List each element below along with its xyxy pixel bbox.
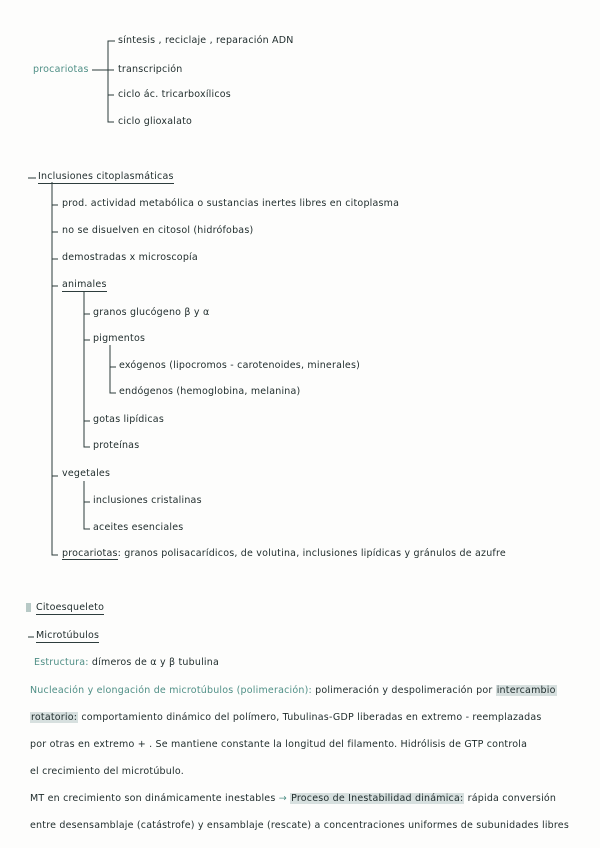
estructura-text: dímeros de α y β tubulina [88, 657, 219, 668]
arrow-icon: → [278, 793, 287, 804]
procariotas-item-3: ciclo ác. tricarboxílicos [118, 89, 231, 100]
pigmentos-exogenos: exógenos (lipocromos - carotenoides, minerales) [119, 360, 361, 371]
line5-text: el crecimiento del microtúbulo. [30, 766, 184, 777]
procariotas-item-4: ciclo glioxalato [118, 116, 193, 127]
bullet-square [26, 603, 31, 612]
rotatorio-line [30, 712, 542, 724]
inclusiones-title: Inclusiones citoplasmáticas [38, 171, 174, 182]
line6a-text: MT en crecimiento son dinámicamente inestables [30, 793, 276, 804]
animales-label: animales [62, 279, 107, 290]
vegetales-item-2: aceites esenciales [93, 522, 184, 533]
procariotas-item-1: síntesis , reciclaje , reparación ADN [118, 35, 294, 46]
proteinas: proteínas [93, 440, 140, 451]
line4-text: por otras en extremo + . Se mantiene constante la longitud del filamento. Hidrólisis de GTP controla [30, 739, 528, 750]
inclusiones-item-3: demostradas x microscopía [62, 252, 198, 263]
granos-glucogeno: granos glucógeno β y α [93, 307, 210, 318]
microtubulos-title: Microtúbulos [36, 630, 100, 641]
nucleacion-label: Nucleación y elongación de microtúbulos (polimeración): [30, 685, 312, 696]
inclusiones-item-1: prod. actividad metabólica o sustancias inertes libres en citoplasma [62, 198, 400, 209]
pigmentos-endogenos: endógenos (hemoglobina, melanina) [119, 386, 301, 397]
line6 [30, 793, 556, 805]
rotatorio-highlight: rotatorio: [31, 712, 78, 723]
procariotas-item-2: transcripción [118, 64, 183, 75]
line6c-text: rápida conversión [464, 793, 557, 804]
line7-text: entre desensamblaje (catástrofe) y ensamblaje (rescate) a concentraciones uniformes de subunidades libres [30, 820, 569, 831]
procariotas-label: procariotas [62, 548, 118, 559]
nucleacion-line [30, 685, 557, 697]
vegetales-item-1: inclusiones cristalinas [93, 495, 202, 506]
procariotas-text: : granos polisacarídicos, de volutina, inclusiones lipídicas y gránulos de azufre [117, 548, 506, 559]
gotas-lipidicas: gotas lipídicas [93, 414, 164, 425]
pigmentos-label: pigmentos [93, 333, 146, 344]
inclusiones-item-2: no se disuelven en citosol (hidrófobas) [62, 225, 254, 236]
nucleacion-text: polimeración y despolimeración por [311, 685, 493, 696]
estructura-label: Estructura: [34, 657, 89, 668]
inestabilidad-highlight: Proceso de Inestabilidad dinámica: [291, 793, 464, 804]
line3-text: comportamiento dinámico del polímero, Tubulinas-GDP liberadas en extremo - reemplazadas [78, 712, 542, 723]
procariotas-root: procariotas [33, 64, 89, 75]
procariotas-inclusiones [62, 548, 506, 560]
citoesqueleto-title: Citoesqueleto [36, 602, 105, 613]
vegetales-label: vegetales [62, 468, 111, 479]
estructura-line [34, 657, 219, 669]
intercambio-highlight: intercambio [496, 685, 556, 696]
